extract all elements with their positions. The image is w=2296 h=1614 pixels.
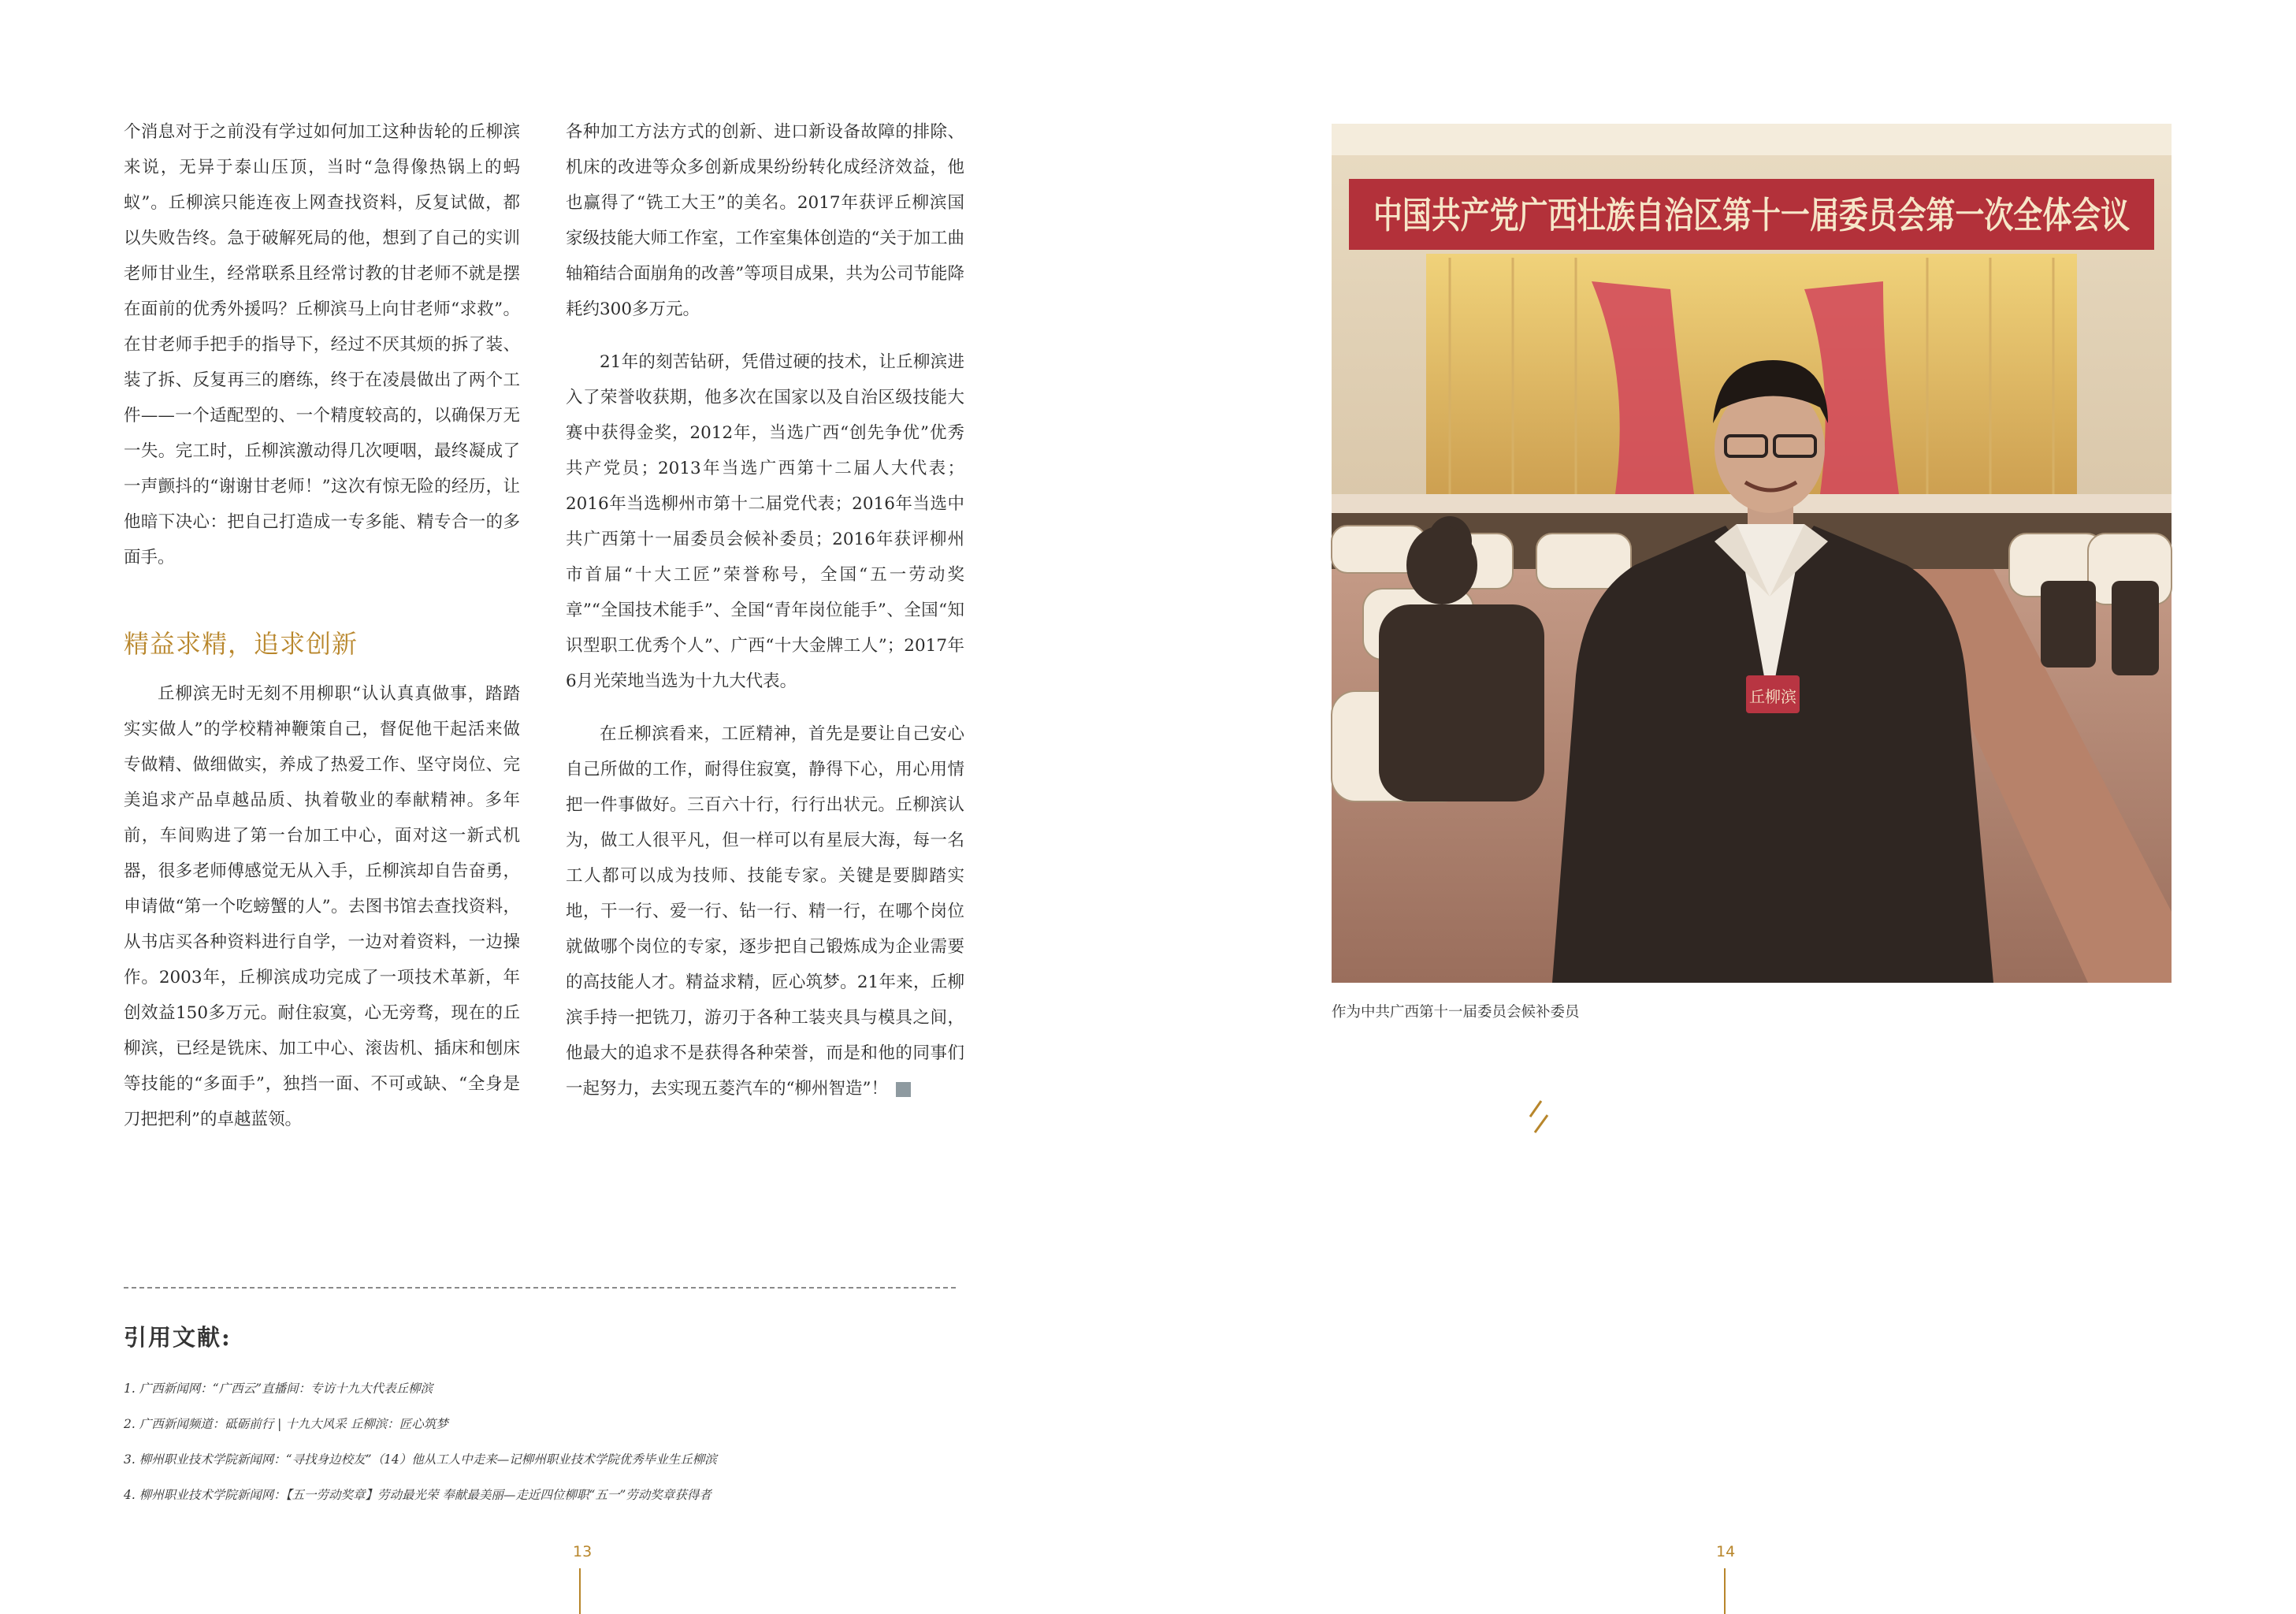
page-number: 14	[1716, 1543, 1736, 1560]
reference-item: 2. 广西新闻频道：砥砺前行 | 十九大风采 丘柳滨：匠心筑梦	[124, 1417, 448, 1431]
reference-item: 1. 广西新闻网：“广西云”直播间：专访十九大代表丘柳滨	[124, 1382, 433, 1396]
paragraph: 各种加工方法方式的创新、进口新设备故障的排除、机床的改进等众多创新成果纷纷转化成经济效益，他也赢得了“铣工大王”的美名。2017年获评丘柳滨国家级技能大师工作室，工作室集体创造的“关于加工曲轴箱结合面崩角的改善”等项目成果，共为公司节能降耗约300多万元。	[566, 122, 964, 319]
banner-text: 中国共产党广西壮族自治区第十一届委员会第一次全体会议	[1373, 194, 2130, 236]
dashed-divider	[124, 1287, 956, 1289]
paragraph: 丘柳滨无时无刻不用柳职“认认真真做事，踏踏实实做人”的学校精神鞭策自己，督促他干起活来做专做精、做细做实，养成了热爱工作、坚守岗位、完美追求产品卓越品质、执着敬业的奉献精神。多年前，车间购进了第一台加工中心，面对这一新式机器，很多老师傅感觉无从入手，丘柳滨却自告奋勇，申请做“第一个吃螃蟹的人”。去图书馆去查找资料，从书店买各种资料进行自学，一边对着资料，一边操作。2003年，丘柳滨成功完成了一项技术革新，年创效益150多万元。耐住寂寞，心无旁骛，现在的丘柳滨，已经是铣床、加工中心、滚齿机、插床和刨床等技能的“多面手”，独挡一面、不可或缺、“全身是刀把把利”的卓越蓝领。	[124, 684, 520, 1129]
reference-item: 4. 柳州职业技术学院新闻网：【五一劳动奖章】劳动最光荣 奉献最美丽—走近四位柳职“五一”劳动奖章获得者	[124, 1488, 711, 1502]
right-page	[1148, 0, 2296, 1614]
references-title: 引用文献:	[124, 1324, 232, 1351]
delegate-badge-text: 丘柳滨	[1749, 687, 1796, 706]
column-2	[566, 114, 964, 1106]
section-heading: 精益求精，追求创新	[124, 629, 359, 659]
column-1-top	[124, 114, 520, 575]
paragraph	[566, 716, 964, 1106]
page-number-rule	[1724, 1568, 1726, 1614]
page-number: 13	[573, 1543, 593, 1560]
paragraph-text: 在丘柳滨看来，工匠精神，首先是要让自己安心自己所做的工作，耐得住寂寞，静得下心，用心用情把一件事做好。三百六十行，行行出状元。丘柳滨认为，做工人很平凡，但一样可以有星辰大海，每一名工人都可以成为技师、技能专家。关键是要脚踏实地，干一行、爱一行、钻一行、精一行，在哪个岗位就做哪个岗位的专家，逐步把自己锻炼成为企业需要的高技能人才。精益求精，匠心筑梦。21年来，丘柳滨手持一把铣刀，游刃于各种工装夹具与模具之间，他最大的追求不是获得各种荣誉，而是和他的同事们一起努力，去实现五菱汽车的“柳州智造”！	[566, 724, 964, 1099]
photo-illustration	[1332, 124, 2172, 983]
slash-ornament-icon	[1524, 1098, 1555, 1137]
page-number-rule	[579, 1568, 581, 1614]
end-of-article-square-icon	[896, 1082, 911, 1097]
reference-item: 3. 柳州职业技术学院新闻网：“寻找身边校友”（14）他从工人中走来—记柳州职业技术学院优秀毕业生丘柳滨	[124, 1452, 717, 1467]
references-list	[124, 1371, 1030, 1513]
column-1-bottom	[124, 676, 520, 1137]
photo-caption: 作为中共广西第十一届委员会候补委员	[1332, 1004, 1580, 1021]
conference-photo	[1332, 124, 2172, 983]
paragraph: 21年的刻苦钻研，凭借过硬的技术，让丘柳滨进入了荣誉收获期，他多次在国家以及自治区级技能大赛中获得金奖，2012年，当选广西“创先争优”优秀共产党员；2013年当选广西第十二届人大代表；2016年当选柳州市第十二届党代表；2016年当选中共广西第十一届委员会候补委员；2016年获评柳州市首届“十大工匠”荣誉称号，全国“五一劳动奖章”“全国技术能手”、全国“青年岗位能手”、全国“知识型职工优秀个人”、广西“十大金牌工人”；2017年6月光荣地当选为十九大代表。	[566, 352, 964, 691]
paragraph: 个消息对于之前没有学过如何加工这种齿轮的丘柳滨来说，无异于泰山压顶，当时“急得像热锅上的蚂蚁”。丘柳滨只能连夜上网查找资料，反复试做，都以失败告终。急于破解死局的他，想到了自己的实训老师甘业生，经常联系且经常讨教的甘老师不就是摆在面前的优秀外援吗？丘柳滨马上向甘老师“求救”。在甘老师手把手的指导下，经过不厌其烦的拆了装、装了拆、反复再三的磨练，终于在凌晨做出了两个工件——一个适配型的、一个精度较高的，以确保万无一失。完工时，丘柳滨激动得几次哽咽，最终凝成了一声颤抖的“谢谢甘老师！”这次有惊无险的经历，让他暗下决心：把自己打造成一专多能、精专合一的多面手。	[124, 122, 520, 567]
